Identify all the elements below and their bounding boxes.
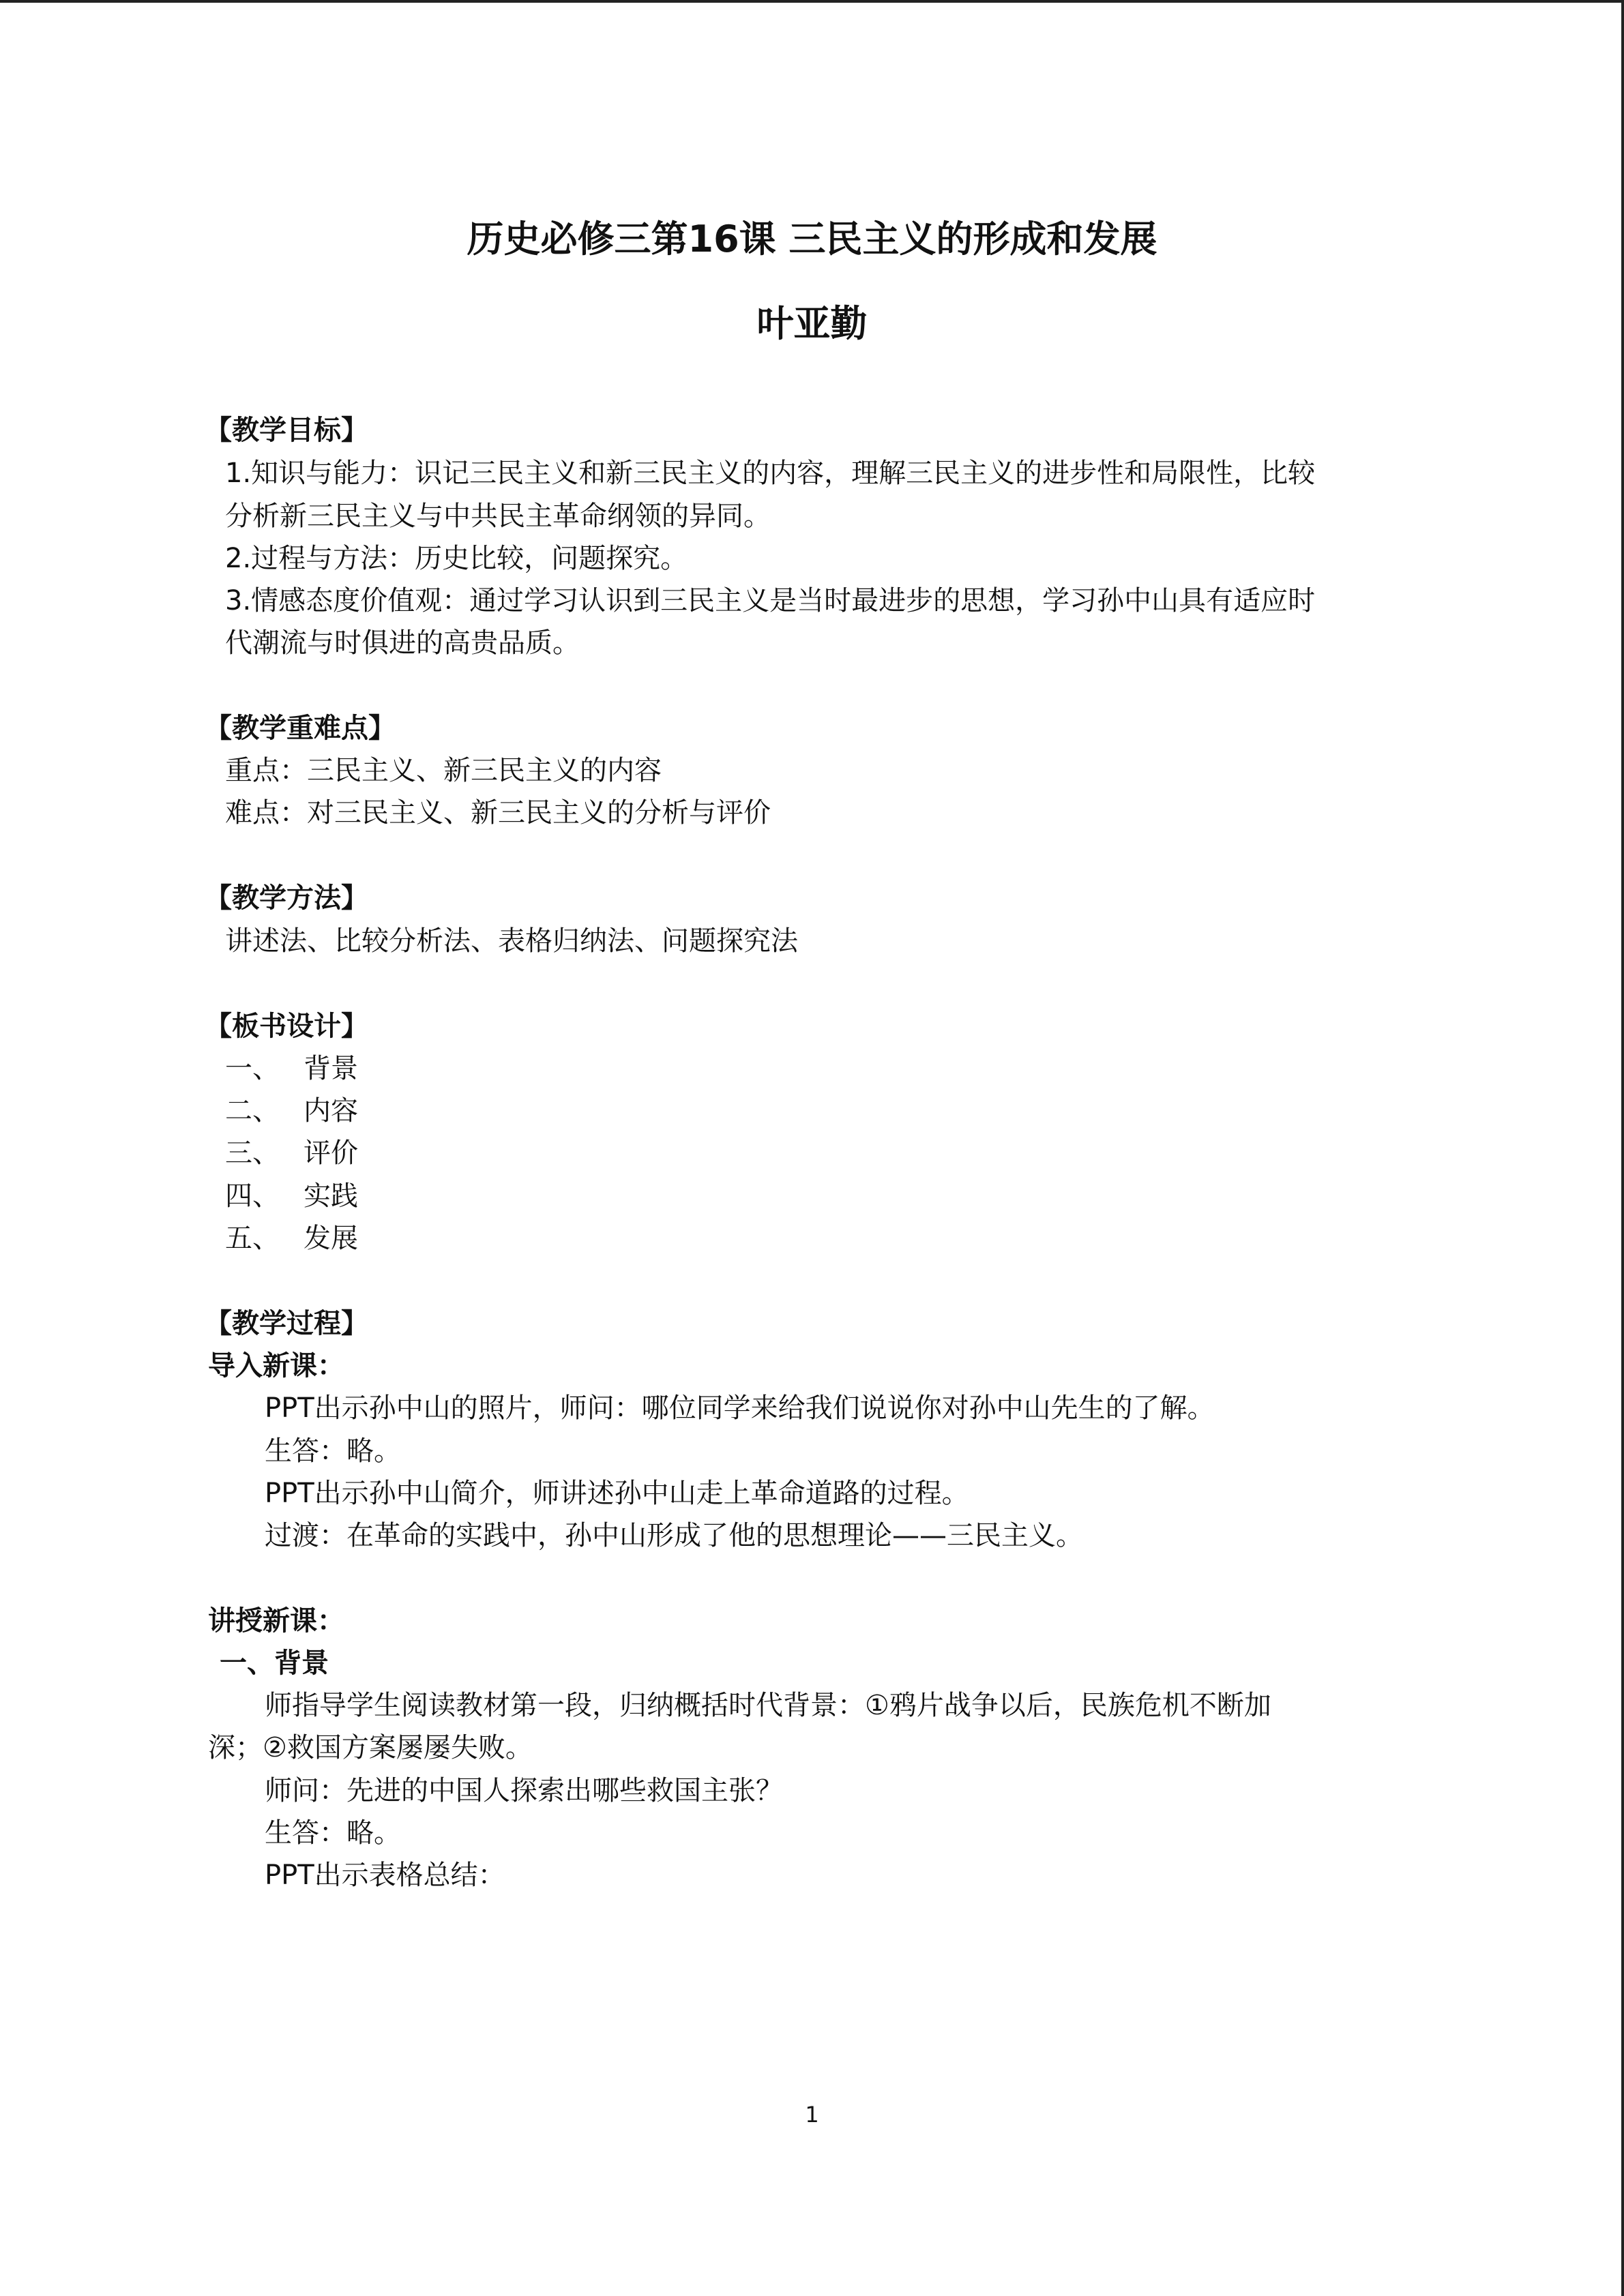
keypoints-line-1: 重点：三民主义、新三民主义的内容 xyxy=(225,755,662,786)
intro-line-4: 过渡：在革命的实践中，孙中山形成了他的思想理论——三民主义。 xyxy=(265,1520,1083,1551)
background-line-2: 深；②救国方案屡屡失败。 xyxy=(208,1732,533,1763)
intro-line-2: 生答：略。 xyxy=(265,1435,401,1467)
board-item-text: 实践 xyxy=(304,1180,358,1212)
intro-heading: 导入新课： xyxy=(208,1350,344,1382)
keypoints-line-2: 难点：对三民主义、新三民主义的分析与评价 xyxy=(225,797,771,829)
methods-line-1: 讲述法、比较分析法、表格归纳法、问题探究法 xyxy=(225,925,798,957)
section-background-heading: 一、背景 xyxy=(220,1648,329,1679)
board-item-num: 三、 xyxy=(225,1137,280,1169)
background-line-3: 师问：先进的中国人探索出哪些救国主张？ xyxy=(265,1775,783,1806)
goals-line-5: 代潮流与时俱进的高贵品质。 xyxy=(225,627,580,659)
goals-line-2: 分析新三民主义与中共民主革命纲领的异同。 xyxy=(225,501,771,532)
goals-line-1: 1.知识与能力：识记三民主义和新三民主义的内容，理解三民主义的进步性和局限性，比较 xyxy=(225,458,1316,489)
board-heading: 【板书设计】 xyxy=(205,1011,368,1042)
board-item-text: 背景 xyxy=(304,1053,358,1084)
methods-heading: 【教学方法】 xyxy=(205,882,368,914)
board-item-num: 四、 xyxy=(225,1180,280,1212)
document-title: 历史必修三第16课 三民主义的形成和发展 xyxy=(467,218,1157,260)
intro-line-3: PPT出示孙中山简介，师讲述孙中山走上革命道路的过程。 xyxy=(265,1478,969,1509)
goals-line-3: 2.过程与方法：历史比较，问题探究。 xyxy=(225,543,688,574)
goals-line-4: 3.情感态度价值观：通过学习认识到三民主义是当时最进步的思想，学习孙中山具有适应时 xyxy=(225,585,1316,616)
lecture-heading: 讲授新课： xyxy=(208,1605,344,1637)
board-item-text: 内容 xyxy=(304,1095,358,1127)
page-number: 1 xyxy=(805,2102,819,2128)
board-item-num: 五、 xyxy=(225,1223,280,1254)
board-item-text: 评价 xyxy=(304,1137,358,1169)
goals-heading: 【教学目标】 xyxy=(205,415,368,446)
background-line-1: 师指导学生阅读教材第一段，归纳概括时代背景：①鸦片战争以后，民族危机不断加 xyxy=(265,1690,1271,1721)
board-item-num: 一、 xyxy=(225,1053,280,1084)
board-item-text: 发展 xyxy=(304,1223,358,1254)
keypoints-heading: 【教学重难点】 xyxy=(205,713,396,744)
document-author: 叶亚勤 xyxy=(756,302,868,345)
process-heading: 【教学过程】 xyxy=(205,1308,368,1339)
background-line-4: 生答：略。 xyxy=(265,1817,401,1849)
board-item-num: 二、 xyxy=(225,1095,280,1127)
intro-line-1: PPT出示孙中山的照片，师问：哪位同学来给我们说说你对孙中山先生的了解。 xyxy=(265,1392,1215,1424)
page-border-top xyxy=(0,0,1624,3)
background-line-5: PPT出示表格总结： xyxy=(265,1860,505,1891)
